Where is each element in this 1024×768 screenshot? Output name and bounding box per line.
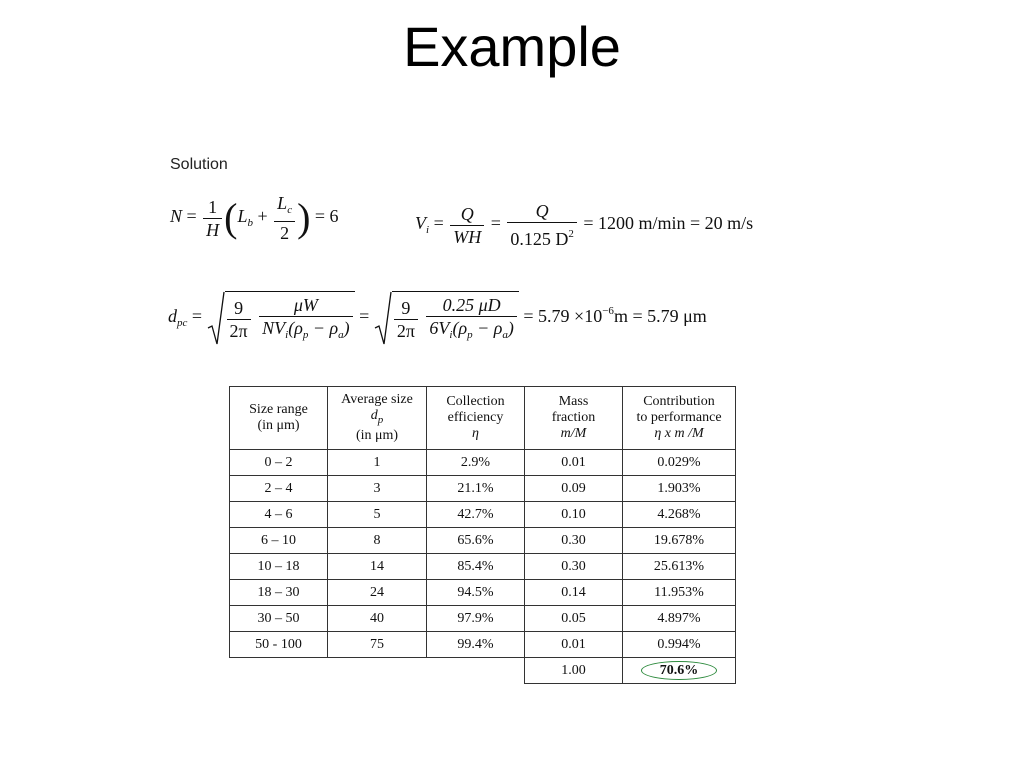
efficiency-cell: 65.6% [427, 528, 525, 554]
efficiency-cell: 85.4% [427, 554, 525, 580]
size-range-cell: 6 – 10 [230, 528, 328, 554]
efficiency-cell: 2.9% [427, 450, 525, 476]
size-range-cell: 30 – 50 [230, 606, 328, 632]
slide-title: Example [403, 15, 621, 78]
mass-fraction-cell: 0.30 [525, 554, 623, 580]
average-size-cell: 14 [328, 554, 427, 580]
total-mass-fraction: 1.00 [525, 658, 623, 684]
mass-fraction-cell: 0.30 [525, 528, 623, 554]
contribution-cell: 0.994% [623, 632, 736, 658]
table-row [230, 450, 736, 476]
efficiency-cell: 94.5% [427, 580, 525, 606]
average-size-cell: 3 [328, 476, 427, 502]
mass-fraction-cell: 0.09 [525, 476, 623, 502]
contribution-cell: 4.268% [623, 502, 736, 528]
equation-vi: $V_i$ = $\frac{Q}{WH}$ = $\frac{Q}{0.125 D^2}$ = 1200 m/min = 20 m/s [415, 201, 754, 249]
average-size-cell: 24 [328, 580, 427, 606]
mass-fraction-cell: 0.01 [525, 450, 623, 476]
contribution-cell: 0.029% [623, 450, 736, 476]
efficiency-cell: 97.9% [427, 606, 525, 632]
header-average-size: Average size $d_p$ (in μm) [328, 387, 427, 450]
size-range-cell: 2 – 4 [230, 476, 328, 502]
table-row [230, 476, 736, 502]
size-range-cell: 10 – 18 [230, 554, 328, 580]
mass-fraction-cell: 0.05 [525, 606, 623, 632]
efficiency-cell: 42.7% [427, 502, 525, 528]
blank-cell [230, 658, 328, 684]
table-row [230, 606, 736, 632]
contribution-cell: 19.678% [623, 528, 736, 554]
collection-efficiency-table [229, 386, 736, 684]
table-row [230, 502, 736, 528]
average-size-cell: 1 [328, 450, 427, 476]
size-range-cell: 50 - 100 [230, 632, 328, 658]
table-row [230, 554, 736, 580]
table-row [230, 580, 736, 606]
efficiency-cell: 21.1% [427, 476, 525, 502]
header-size-range: Size range (in μm) [230, 387, 328, 450]
size-range-cell: 4 – 6 [230, 502, 328, 528]
average-size-cell: 75 [328, 632, 427, 658]
equation-n: N = $\frac{1}{H}$ ($L_b$ + $\frac{L_c}{2}$ ) = 6 [170, 193, 339, 243]
table-header-row [230, 387, 736, 450]
equation-dpc: $d_{pc}$ = $\frac{9}{2\pi}$ $\frac{\mu W}{NV_i(\rho_p - \rho_a)}$ = $\frac{9}{2\pi}$ $\frac{0.25 \mu D}{6V_i(\rho_p - \rho_a)}$ = $5.79 \times 10^{-6}m = 5.79$ μm [168, 290, 707, 346]
table-total-row [230, 658, 736, 684]
contribution-cell: 4.897% [623, 606, 736, 632]
mass-fraction-cell: 0.10 [525, 502, 623, 528]
total-performance-highlight: 70.6% [641, 661, 718, 680]
blank-cell [328, 658, 427, 684]
mass-fraction-cell: 0.01 [525, 632, 623, 658]
average-size-cell: 8 [328, 528, 427, 554]
efficiency-cell: 99.4% [427, 632, 525, 658]
average-size-cell: 5 [328, 502, 427, 528]
contribution-cell: 11.953% [623, 580, 736, 606]
size-range-cell: 18 – 30 [230, 580, 328, 606]
mass-fraction-cell: 0.14 [525, 580, 623, 606]
table-row [230, 632, 736, 658]
solution-label: Solution [170, 156, 228, 173]
average-size-cell: 40 [328, 606, 427, 632]
header-contribution: Contribution to performance η x m /M [623, 387, 736, 450]
total-performance-cell [623, 658, 736, 684]
header-collection-efficiency: Collection efficiency η [427, 387, 525, 450]
table-row [230, 528, 736, 554]
contribution-cell: 25.613% [623, 554, 736, 580]
blank-cell [427, 658, 525, 684]
contribution-cell: 1.903% [623, 476, 736, 502]
size-range-cell: 0 – 2 [230, 450, 328, 476]
header-mass-fraction: Mass fraction m/M [525, 387, 623, 450]
